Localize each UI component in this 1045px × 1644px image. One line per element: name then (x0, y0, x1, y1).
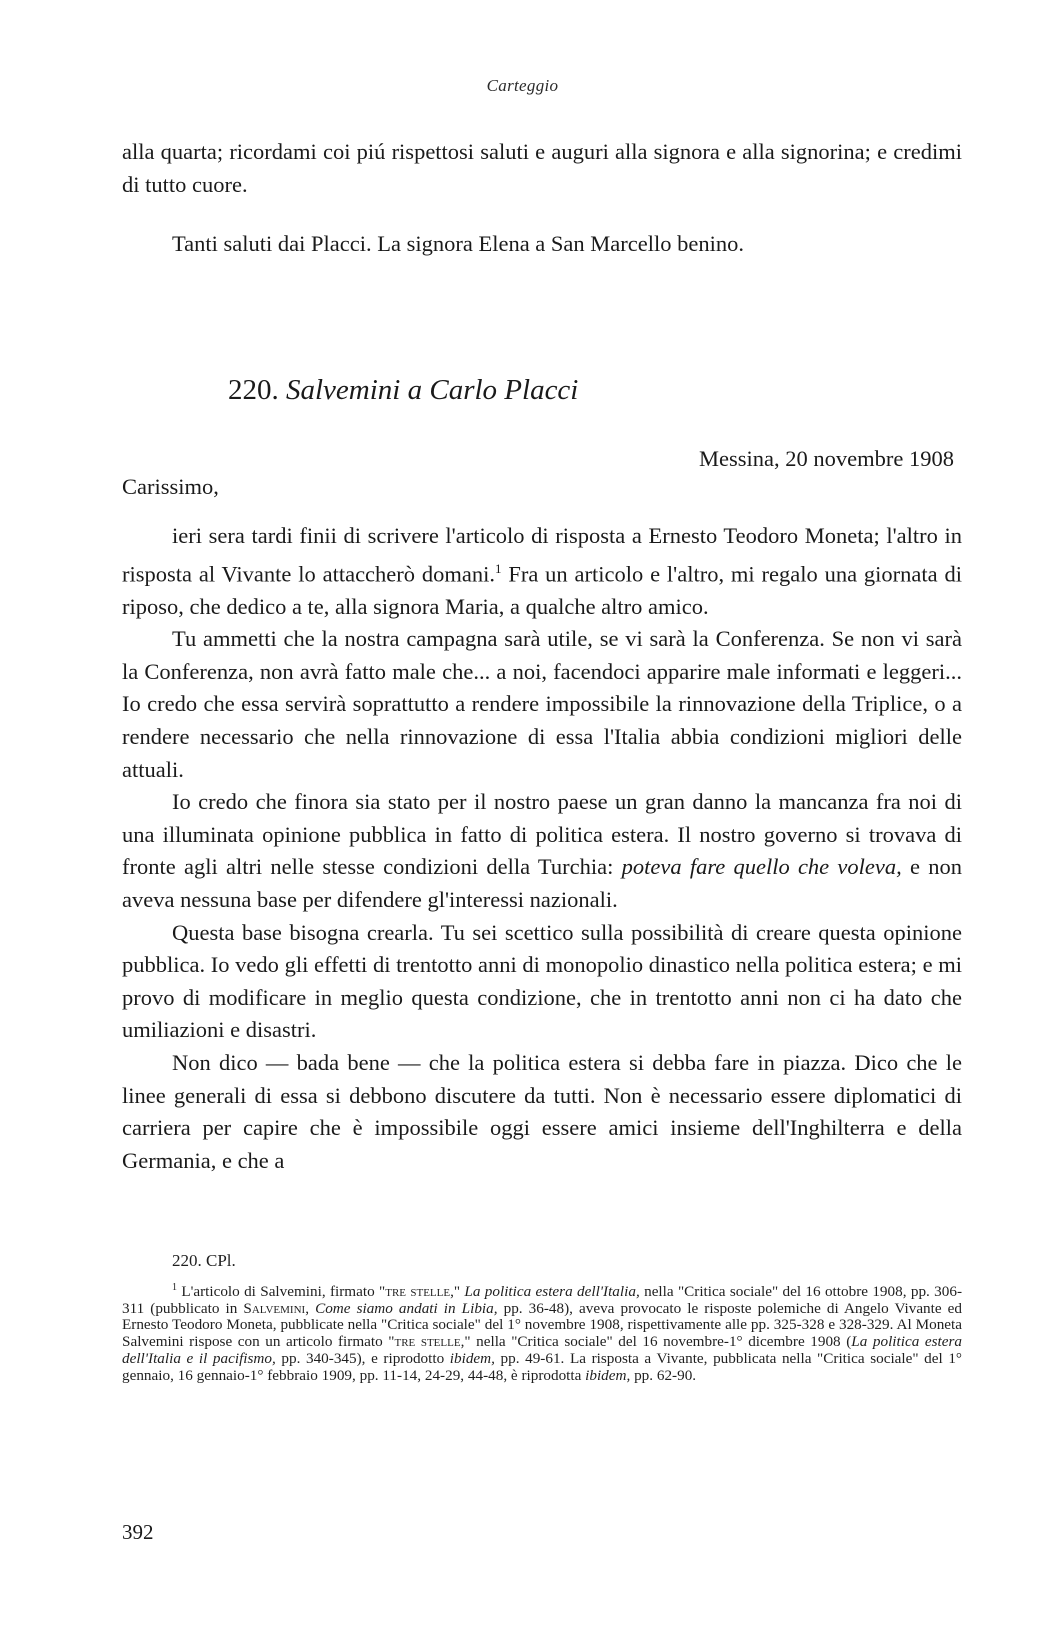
footnote-1 (122, 1280, 962, 1385)
letter-paragraph: Tu ammetti che la nostra campagna sarà utile, se vi sarà la Conferenza. Se non vi sarà la Conferenza, non avrà fatto male che... a noi, facendoci apparire male informati e leggeri... Io credo che essa servirà soprattutto a rendere impossibile la rinnovazione della Triplice, o a rendere necessario che nella rinnovazione di essa l'Italia abbia condizioni migliori delle attuali. (122, 626, 962, 782)
letter-heading (228, 372, 578, 408)
running-head: Carteggio (486, 76, 559, 95)
footnote-text: L'articolo di Salvemini, firmato " (177, 1282, 386, 1300)
letter-dateline: Messina, 20 novembre 1908 (699, 446, 954, 471)
footnote-text: nella "Critica sociale" del 16 ottobre 1908, pp. 306-311 (pubblicato in (122, 1282, 963, 1317)
footnotes (122, 1253, 962, 1385)
postscript: Tanti saluti dai Placci. La signora Elena a San Marcello benino. (172, 231, 744, 256)
paragraph-text: ieri sera tardi finii di scrivere l'articolo di risposta a Ernesto Teodoro Moneta; l'altro in risposta al Vivante lo attaccherò domani. (122, 523, 962, 587)
letter-paragraph: Non dico — bada bene — che la politica estera si debba fare in piazza. Dico che le linee generali di essa si debbono discutere da tutti. Non è necessario essere diplomatici di carriera per capire che è impossibile oggi essere amici insieme dell'Inghilterra e della Germania, e che a (122, 1050, 962, 1173)
footnote-title: La politica estera dell'Italia e il pacifismo, (122, 1333, 962, 1368)
letter-paragraph (122, 786, 962, 916)
footnote-signature: tre stelle (394, 1333, 461, 1351)
paragraph-text: e non aveva nessuna base per difendere gl'interessi nazionali. (122, 854, 962, 913)
letter-salutation: Carissimo, (122, 474, 219, 499)
footnote-title: La politica estera dell'Italia, (464, 1282, 640, 1300)
footnote-ibidem: ibidem, (449, 1350, 495, 1368)
letter-title: Salvemini a Carlo Placci (286, 374, 579, 406)
footnote-text: ," (450, 1282, 465, 1300)
footnote-signature: tre stelle (385, 1282, 451, 1300)
footnote-ibidem: ibidem, (585, 1366, 631, 1384)
footnote-title: Come siamo andati in Libia, (315, 1299, 498, 1317)
footnote-text: ," nella "Critica sociale" del 16 novembre-1° dicembre 1908 ( (460, 1333, 852, 1351)
letter-body (122, 520, 962, 1177)
footnote-number: 1 (172, 1281, 177, 1293)
footnote-text: pp. 36-48), aveva provocato le risposte polemiche di Angelo Vivante ed Ernesto Teodoro Moneta, pubblicate nella "Critica sociale" del 1° novembre 1908, rispettivamente alle pp. 325-328 e 328-329. Al Moneta Salvemini rispose con un articolo firmato " (122, 1299, 963, 1351)
footnote-text: pp. 49-61. La risposta a Vivante, pubblicata nella "Critica sociale" del 1° gennaio, 16 gennaio-1° febbraio 1909, pp. 11-14, 24-29, 44-48, è riprodotta (122, 1350, 962, 1384)
letter-number: 220. (228, 374, 279, 406)
previous-letter-closing: alla quarta; ricordami coi piú rispettosi saluti e auguri alla signora e alla signorina; e credimi di tutto cuore. (122, 139, 962, 197)
paragraph-text: Io credo che finora sia stato per il nostro paese un gran danno la mancanza fra noi di una illuminata opinione pubblica in fatto di politica estera. Il nostro governo si trovava di fronte agli altri nelle stesse condizioni della Turchia: (122, 789, 962, 880)
footnote-author: Salvemini (243, 1299, 306, 1317)
footnote-text: pp. 340-345), e riprodotto (275, 1350, 450, 1368)
previous-letter-ending (122, 136, 962, 201)
emphasis-text: poteva fare quello che voleva, (621, 854, 902, 880)
footnote-marker: 1 (494, 560, 502, 576)
letter-paragraph: Questa base bisogna crearla. Tu sei scettico sulla possibilità di creare questa opinione pubblica. Io vedo gli effetti di trentotto anni di monopolio dinastico nella politica estera; e mi provo di modificare in meglio questa condizione, che in trentotto anni non ci ha dato che umiliazioni e disastri. (122, 919, 962, 1043)
paragraph-text: Fra un articolo e l'altro, mi regalo una giornata di riposo, che dedico a te, alla signora Maria, a qualche altro amico. (122, 561, 962, 619)
page-number: 392 (122, 1520, 154, 1544)
letter-paragraph (122, 520, 962, 623)
footnote-text: pp. 62-90. (630, 1366, 697, 1384)
footnote-text: , (305, 1299, 316, 1317)
source-reference: 220. CPl. (172, 1251, 236, 1270)
